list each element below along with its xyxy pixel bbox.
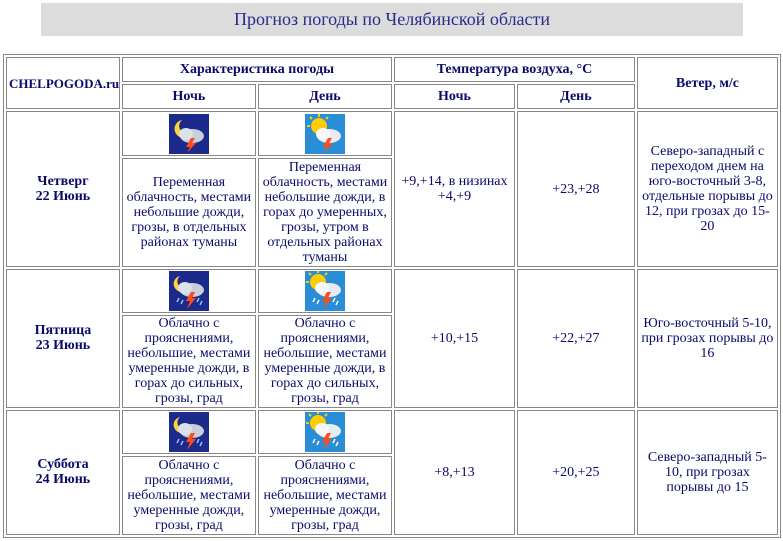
temp-night-header: Ночь <box>394 84 515 109</box>
date: 22 Июнь <box>35 189 91 205</box>
day-description: Облачно с прояснениями, небольшие, местами умеренные дожди, грозы, град <box>258 456 392 535</box>
night-icon-cell <box>122 269 256 313</box>
day-description: Облачно с прояснениями, небольшие, местами умеренные дожди, в горах до сильных, грозы, град <box>258 315 392 408</box>
day-sun-cloud-lightning-icon <box>305 114 345 154</box>
wind-header: Ветер, м/с <box>637 57 778 109</box>
weekday: Суббота <box>37 457 89 473</box>
day-sun-cloud-rain-lightning-icon <box>305 271 345 311</box>
temperature-header: Температура воздуха, °С <box>394 57 635 82</box>
temp-day-header: День <box>517 84 635 109</box>
date: 23 Июнь <box>35 338 91 354</box>
weekday: Пятница <box>34 323 92 339</box>
night-icon-cell <box>122 111 256 155</box>
page-title: Прогноз погоды по Челябинской области <box>233 9 551 29</box>
temp-night: +9,+14, в низинах +4,+9 <box>394 111 515 266</box>
date: 24 Июнь <box>35 472 91 488</box>
wind: Северо-западный 5-10, при грозах порывы до 15 <box>637 410 778 535</box>
temp-day: +22,+27 <box>517 269 635 408</box>
site-name: CHELPOGODA.ru <box>6 57 120 109</box>
night-cloud-rain-lightning-icon <box>169 271 209 311</box>
day-cell <box>6 111 120 266</box>
night-description: Облачно с прояснениями, небольшие, местами умеренные дожди, в горах до сильных, грозы, град <box>122 315 256 408</box>
day-icon-cell <box>258 111 392 155</box>
weather-night-header: Ночь <box>122 84 256 109</box>
temp-night: +10,+15 <box>394 269 515 408</box>
day-icon-cell <box>258 269 392 313</box>
night-cloud-rain-lightning-icon <box>169 412 209 452</box>
forecast-table <box>3 54 781 538</box>
temp-day: +23,+28 <box>517 111 635 266</box>
day-description: Переменная облачность, местами небольшие дожди, в горах до умеренных, грозы, утром в отдельных районах туманы <box>258 158 392 267</box>
night-icon-cell <box>122 410 256 454</box>
day-sun-cloud-rain-lightning-icon <box>305 412 345 452</box>
temp-night: +8,+13 <box>394 410 515 535</box>
day-cell <box>6 410 120 535</box>
night-cloud-lightning-icon <box>169 114 209 154</box>
weather-day-header: День <box>258 84 392 109</box>
night-description: Переменная облачность, местами небольшие дожди, грозы, в отдельных районах туманы <box>122 158 256 267</box>
wind: Северо-западный с переходом днем на юго-восточный 3-8, отдельные порывы до 12, при грозах до 15-20 <box>637 111 778 266</box>
weather-char-header: Характеристика погоды <box>122 57 392 82</box>
weekday: Четверг <box>37 174 89 190</box>
night-description: Облачно с прояснениями, небольшие, местами умеренные дожди, грозы, град <box>122 456 256 535</box>
day-cell <box>6 269 120 408</box>
day-icon-cell <box>258 410 392 454</box>
page-title-bar <box>41 3 743 36</box>
wind: Юго-восточный 5-10, при грозах порывы до 16 <box>637 269 778 408</box>
temp-day: +20,+25 <box>517 410 635 535</box>
